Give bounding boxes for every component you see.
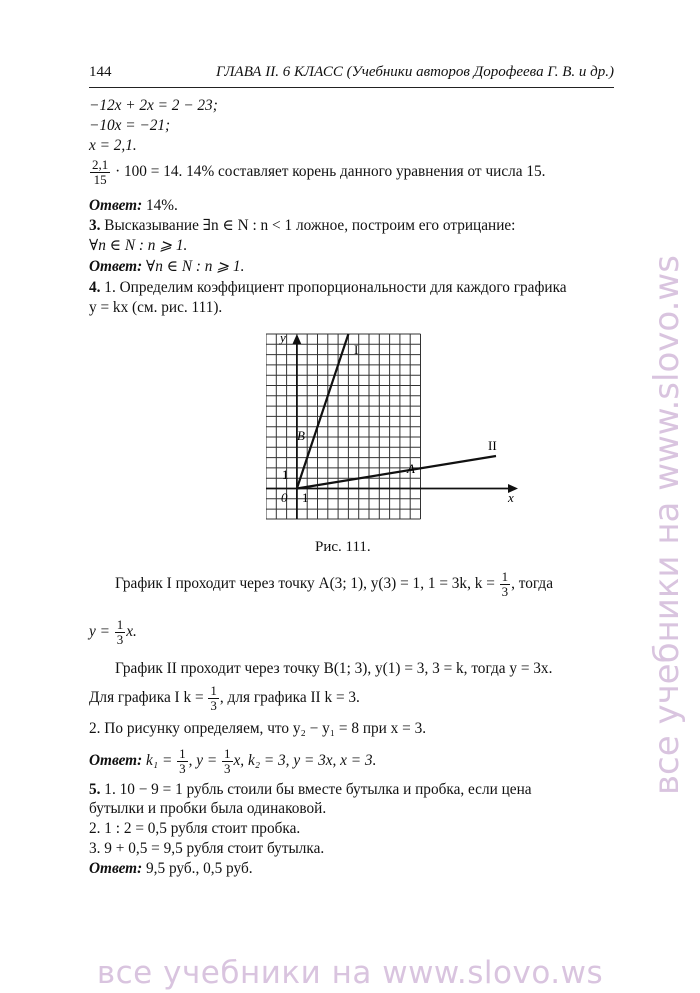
answer-line-4: Ответ: k₁ = $\frac{1}{3}$ , y = $\frac{1}{3}$ x, k₂ = 3, y = 3x, x = 3. — [89, 746, 377, 776]
task-4-line-2: y = kx (см. рис. 111). — [89, 299, 223, 316]
answer-label: Ответ: — [89, 860, 143, 877]
grid — [266, 334, 421, 519]
y-tick-label: 1 — [282, 467, 289, 482]
x-axis-label: x — [508, 490, 514, 505]
fraction: $\frac{1}{3}$ — [179, 746, 186, 776]
negation-line: ∀n ∈ N : n ⩾ 1. — [89, 237, 188, 254]
task-3-line: 3. Высказывание ∃n ∈ N : n < 1 ложное, построим его отрицание: — [89, 217, 516, 234]
answer-line-3: Ответ: ∀n ∈ N : n ⩾ 1. — [89, 258, 245, 275]
equation-line-1: −12x + 2x = 2 − 23; — [89, 97, 218, 114]
y-axis-label: y — [280, 332, 286, 345]
header-rule — [89, 87, 614, 88]
x-tick-label: 1 — [302, 490, 309, 505]
graph-2-line — [297, 456, 496, 489]
answer-line-5: Ответ: 9,5 руб., 0,5 руб. — [89, 860, 253, 877]
task-5-line-3: 2. 1 : 2 = 0,5 рубля стоит пробка. — [89, 820, 301, 837]
task-number: 4. — [89, 279, 101, 296]
graph-1-line — [297, 334, 349, 489]
difference-line: 2. По рисунку определяем, что y₂ − y₁ = 8 при x = 3. — [89, 720, 427, 737]
answer-label: Ответ: — [89, 752, 143, 770]
task-5-line-2: бутылки и пробки была одинаковой. — [89, 800, 327, 817]
answer-label: Ответ: — [89, 258, 143, 275]
task-number: 5. — [89, 781, 101, 798]
fraction: $\frac{1}{3}$ — [501, 569, 509, 599]
figure-111 — [266, 332, 526, 532]
percent-line: $\frac{2,1}{15}$ · 100 = 14. 14% составляет корень данного уравнения от числа 15. — [92, 157, 546, 187]
task-5-line-4: 3. 9 + 0,5 = 9,5 рубля стоит бутылка. — [89, 840, 325, 857]
fraction: $\frac{1}{3}$ — [210, 683, 217, 713]
graph-2-label: II — [488, 438, 497, 453]
running-title: ГЛАВА II. 6 КЛАСС (Учебники авторов Дорофеева Г. В. и др.) — [216, 64, 614, 80]
vertical-watermark — [628, 140, 700, 800]
task-5-line: 5. 1. 10 − 9 = 1 рубль стоили бы вместе бутылка и пробка, если цена — [89, 781, 532, 798]
graph-1-label: I — [354, 342, 359, 357]
point-b-label: B — [297, 428, 305, 443]
fraction: $\frac{1}{3}$ — [116, 617, 124, 647]
fraction: $\frac{1}{3}$ — [224, 746, 231, 776]
coefficients-line: Для графика I k = $\frac{1}{3}$ , для графика II k = 3. — [89, 683, 360, 713]
figure-caption: Рис. 111. — [315, 539, 371, 555]
origin-label: 0 — [281, 490, 288, 505]
graph-1-paragraph: График I проходит через точку A(3; 1), y(3) = 1, 1 = 3k, k = $\frac{1}{3}$ , тогда — [115, 569, 554, 599]
svg-text:все учебники на www.slovo.ws: все учебники на www.slovo.ws — [647, 255, 687, 795]
graph-1-result: y = $\frac{1}{3}$ x. — [89, 617, 137, 647]
answer-line-2: Ответ: 14%. — [89, 197, 178, 214]
graph-2-paragraph: График II проходит через точку B(1; 3), y(1) = 3, 3 = k, тогда y = 3x. — [115, 660, 553, 677]
y-axis-arrow-icon — [293, 334, 302, 344]
task-number: 3. — [89, 217, 101, 234]
equation-line-2: −10x = −21; — [89, 117, 171, 134]
page-number: 144 — [89, 64, 112, 80]
task-4-line: 4. 1. Определим коэффициент пропорциональности для каждого графика — [89, 279, 567, 296]
point-a-label: A — [407, 461, 415, 476]
fraction: $\frac{2,1}{15}$ — [92, 157, 109, 187]
answer-label: Ответ: — [89, 197, 143, 214]
equation-line-3: x = 2,1. — [89, 137, 137, 154]
bottom-watermark: все учебники на www.slovo.ws — [96, 955, 604, 991]
